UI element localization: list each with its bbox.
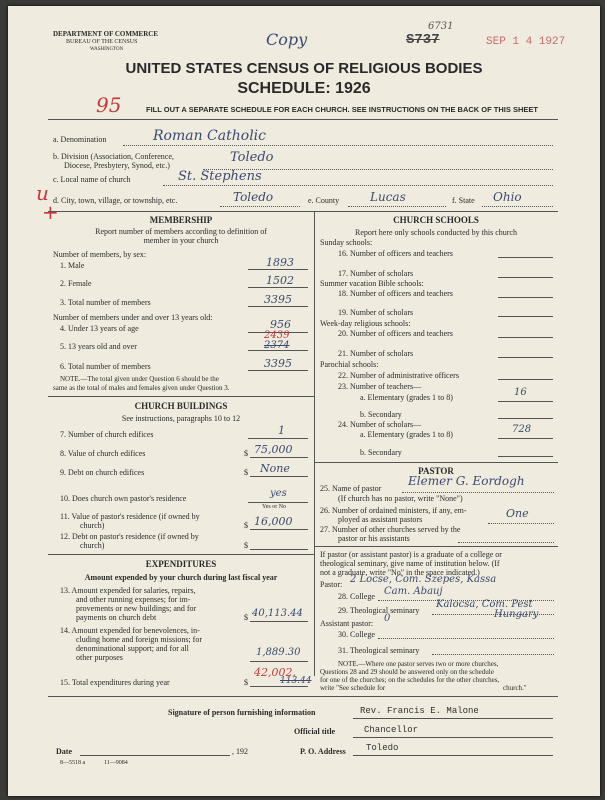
q15-value-struck: 113.44 (280, 676, 312, 686)
q25-value: Elemer G. Eordogh (408, 474, 525, 488)
expenditures-heading: EXPENDITURES (145, 559, 217, 569)
graduate-text-2: theological seminary, give name of institution below. (If (320, 559, 500, 568)
q8-value: 75,000 (254, 443, 293, 456)
q21-label: 21. Number of scholars (338, 349, 414, 358)
signature-label: Signature of person furnishing information (168, 708, 316, 717)
q11-label-1: 11. Value of pastor's residence (if owned by (60, 512, 200, 521)
denomination-value: Roman Catholic (153, 128, 266, 144)
city-name: WASHINGTON (90, 47, 124, 52)
po-address-label: P. O. Address (300, 747, 346, 756)
margin-u-mark: u (36, 181, 49, 205)
q25-label: 25. Name of pastor (320, 484, 382, 493)
q5-value-struck: 2374 (264, 340, 290, 351)
header-rule (48, 119, 558, 120)
q1-label: 1. Male (60, 261, 85, 270)
q28-label: 28. College (338, 592, 375, 601)
q27-label-1: 27. Number of other churches served by the (320, 525, 461, 534)
date-label: Date (56, 747, 72, 756)
q3-value: 3395 (264, 293, 292, 306)
q7-label: 7. Number of church edifices (60, 430, 154, 439)
print-number: 11—9084 (104, 760, 128, 766)
county-label: e. County (308, 196, 340, 205)
q29-value: Kalocsa, Com. Pest (436, 599, 533, 610)
pastor-origin-value: 2 Locse, Com. Szepes, Kassa (350, 574, 497, 585)
q15-label: 15. Total expenditures during year (60, 678, 170, 687)
page-number-annotation: 95 (96, 93, 122, 117)
instructions-line: FILL OUT A SEPARATE SCHEDULE FOR EACH CHURCH. SEE INSTRUCTIONS ON THE BACK OF THIS SHEET (146, 105, 538, 114)
pastor-college-label: Pastor: (320, 580, 343, 589)
local-name-label: c. Local name of church (53, 175, 131, 184)
form-title: UNITED STATES CENSUS OF RELIGIOUS BODIES (125, 60, 483, 77)
q24a-value: 728 (512, 424, 532, 435)
q9-label: 9. Debt on church edifices (60, 468, 145, 477)
q29-label: 29. Theological seminary (338, 606, 420, 615)
number-large: S737 (406, 32, 440, 48)
received-date-stamp: SEP 1 4 1927 (486, 36, 566, 48)
official-title-label: Official title (294, 727, 336, 736)
q20-label: 20. Number of officers and teachers (338, 329, 453, 338)
q6-label: 6. Total number of members (60, 362, 151, 371)
local-name-value: St. Stephens (178, 169, 262, 184)
summer-schools-label: Summer vacation Bible schools: (320, 279, 424, 288)
number-small: 6731 (428, 21, 454, 32)
q12-label-1: 12. Debt on pastor's residence (if owned by (60, 532, 199, 541)
schedule-title: SCHEDULE: 1926 (237, 80, 371, 97)
q15-value: 42,002. (254, 666, 296, 679)
official-title-value: Chancellor (364, 725, 419, 735)
q27-label-2: pastor or his assistants (338, 534, 410, 543)
division-label-1: b. Division (Association, Conference, (53, 152, 174, 161)
city-value: Toledo (233, 190, 274, 204)
q26-label-1: 26. Number of ordained ministers, if any, em- (320, 506, 467, 515)
q13-label-1: 13. Amount expended for salaries, repairs, (60, 586, 196, 595)
q23a-value: 16 (514, 387, 527, 398)
pastor-note-1: NOTE.—Where one pastor serves two or more churches, (338, 660, 499, 668)
q8-label: 8. Value of church edifices (60, 449, 146, 458)
pastor-note-3: for one of the churches; on the schedules for the other churches, (320, 676, 500, 684)
expenditures-sub: Amount expended by your church during last fiscal year (84, 573, 278, 582)
membership-note-1: NOTE.—The total given under Question 6 should be the (60, 375, 219, 383)
yes-no-caption: Yes or No (262, 504, 287, 510)
po-address-value: Toledo (366, 743, 399, 753)
q11-value: 16,000 (254, 515, 293, 528)
q26-label-2: ployed as assistant pastors (338, 515, 423, 524)
parochial-schools-label: Parochial schools: (320, 360, 379, 369)
graduate-text-1: If pastor (or assistant pastor) is a graduate of a college or (320, 550, 502, 559)
schools-sub: Report here only schools conducted by this church (355, 228, 517, 237)
q9-value: None (260, 462, 290, 475)
q30-label: 30. College (338, 630, 375, 639)
q17-label: 17. Number of scholars (338, 269, 414, 278)
q5-value: 2439 (264, 330, 290, 341)
q12-label-2: church) (80, 541, 105, 550)
q10-value: yes (270, 488, 287, 499)
q29-value-country: Hungary (494, 609, 539, 620)
buildings-sub: See instructions, paragraphs 10 to 12 (121, 414, 241, 423)
dept-name: DEPARTMENT OF COMMERCE (53, 30, 159, 38)
census-schedule-sheet: DEPARTMENT OF COMMERCE BUREAU OF THE CENSUS WASHINGTON Copy 6731 S737 SEP 1 4 1927 UNITED STATES CENSUS OF RELIGIOUS BODIES SCHEDULE: 1926 95 FILL OUT A SEPARATE SCHEDULE FOR EACH CHURCH. SEE INSTRUCTIONS ON THE BACK OF THIS SHEET a. Denomination Roman Catholic b. Division (Association, Conference, Diocese, Presbytery, Synod, etc.) Toledo c. Local name of church St. Stephens u + d. City, town, village, or township, etc. Toledo e. County Lucas f. State Ohio MEMBERSHIP Report number of members according to definition of member in your church Number of members, by sex: 1. Male 1893 2. Female 1502 3. Total number of members 3395 Number of members under and over 13 years old: 4. Under 13 years of age 956 5. 13 years old and over 2439 2374 6. Total number of members 3395 NOTE.—The total given under Question 6 should be the same as the total of males and females given under Question 3. CHURCH BUILDINGS See instructions, paragraphs 10 to 12 7. Number of church edifices 1 8. Value of church edifices $ 75,000 9. Debt on church edifices $ None 10. Does church own pastor's residence yes Yes or No 11. Value of pastor's residence (if owned by church) $ 16,000 12. Debt on pastor's residence (if owned by church) $ EXPENDITURES Amount expended by your church during last fiscal year 13. Amount expended for salaries, repairs, and other running expenses; for im- provements or new buildings; and for payments on church debt $ 40,113.44 14. Amount expended for benevolences, in- cluding home and foreign missions; for denominational support; and for all other purposes 1,889.30 15. Total expenditures during year $ 42,002. 113.44 CHURCH SCHOOLS Report here only schools conducted by this church Sunday schools: 16. Number of officers and teachers 17. Number of scholars Summer vacation Bible schools: 18. Number of officers and teachers 19. Number of scholars Week-day religious schools: 20. Number of officers and teachers 21. Number of scholars Parochial schools: 22. Number of administrative officers 23. Number of teachers— a. Elementary (grades 1 to 8) 16 b. Secondary 24. Number of scholars— a. Elementary (grades 1 to 8) 728 b. Secondary PASTOR 25. Name of pastor Elemer G. Eordogh (If church has no pastor, write "None") 26. Number of ordained ministers, if any, em- ployed as assistant pastors One 27. Number of other churches served by the pastor or his assistants If pastor (or assistant pastor) is a graduate of a college or theological seminary, give name of institution below. (If not a graduate, write "No" in the space indicated.) Pastor: 2 Locse, Com. Szepes, Kassa 28. College Cam. Abauj 29. Theological seminary Kalocsa, Com. Pest Hungary Assistant pastor: 0 30. College 31. Theological seminary NOTE.—Where one pastor serves two or more churches, Questions 28 and 29 should be answered only on the schedule for one of the churches; on the schedules for the other churches, write "See schedule for church." Signature of person furnishing information Rev. Francis E. Malone Official title Chancellor Date , 192 P. O. Address Toledo 8—5518 a 11—9084 (8, 6, 600, 796)
schools-heading: CHURCH SCHOOLS (393, 215, 479, 225)
q3-label: 3. Total number of members (60, 298, 151, 307)
q2-value: 1502 (266, 274, 294, 287)
q11-label-2: church) (80, 521, 105, 530)
q18-label: 18. Number of officers and teachers (338, 289, 453, 298)
pastor-note-5: church." (503, 684, 527, 692)
q25-note: (If church has no pastor, write "None") (338, 494, 463, 503)
pastor-note-2: Questions 28 and 29 should be answered only on the schedule (320, 668, 494, 676)
assistant-pastor-label: Assistant pastor: (320, 619, 374, 628)
pastor-note-4: write "See schedule for (320, 684, 386, 692)
membership-heading: MEMBERSHIP (149, 215, 213, 225)
bureau-name: BUREAU OF THE CENSUS (66, 39, 138, 45)
q24b-label: b. Secondary (360, 448, 402, 457)
q16-label: 16. Number of officers and teachers (338, 249, 453, 258)
form-number: 8—5518 a (60, 760, 86, 766)
q14-value: 1,889.30 (256, 647, 301, 658)
division-label-2: Diocese, Presbytery, Synod, etc.) (64, 161, 170, 170)
copy-annotation: Copy (266, 30, 308, 49)
division-value: Toledo (230, 150, 274, 165)
members-by-sex-label: Number of members, by sex: (53, 250, 147, 259)
q23-label: 23. Number of teachers— (338, 382, 422, 391)
q28-value: Cam. Abauj (384, 586, 443, 597)
q4-label: 4. Under 13 years of age (60, 324, 139, 333)
margin-plus-mark: + (42, 200, 59, 224)
state-value: Ohio (493, 190, 522, 204)
q22-label: 22. Number of administrative officers (338, 371, 459, 380)
q23b-label: b. Secondary (360, 410, 402, 419)
signature-value: Rev. Francis E. Malone (360, 706, 479, 716)
graduate-text-3: not a graduate, write "No" in the space indicated.) (320, 568, 480, 577)
q1-value: 1893 (266, 256, 294, 269)
q14-label-1: 14. Amount expended for benevolences, in- (60, 626, 200, 635)
city-label: d. City, town, village, or township, etc. (53, 196, 178, 205)
age-intro-label: Number of members under and over 13 years old: (53, 313, 213, 322)
pastor-heading: PASTOR (418, 466, 454, 476)
denomination-label: a. Denomination (53, 135, 107, 144)
q19-label: 19. Number of scholars (338, 308, 414, 317)
q4-value: 956 (270, 318, 291, 331)
q31-label: 31. Theological seminary (338, 646, 420, 655)
column-divider (314, 211, 315, 676)
membership-sub-1: Report number of members according to definition of (95, 227, 267, 236)
q24a-label: a. Elementary (grades 1 to 8) (360, 430, 453, 439)
county-value: Lucas (370, 190, 406, 204)
q26-value: One (506, 507, 529, 520)
date-year: , 192 (232, 747, 248, 756)
q10-label: 10. Does church own pastor's residence (60, 494, 187, 503)
q2-label: 2. Female (60, 279, 92, 288)
q7-value: 1 (278, 424, 285, 437)
sunday-schools-label: Sunday schools: (320, 238, 373, 247)
q13-value: 40,113.44 (252, 608, 303, 619)
q24-label: 24. Number of scholars— (338, 420, 422, 429)
q23a-label: a. Elementary (grades 1 to 8) (360, 393, 453, 402)
state-label: f. State (452, 196, 475, 205)
assistant-pastor-value: 0 (384, 613, 391, 624)
buildings-heading: CHURCH BUILDINGS (134, 401, 228, 411)
q5-label: 5. 13 years old and over (60, 342, 137, 351)
membership-sub-2: member in your church (143, 236, 219, 245)
q6-value: 3395 (264, 357, 292, 370)
membership-note-2: same as the total of males and females given under Question 3. (53, 384, 230, 392)
weekday-schools-label: Week-day religious schools: (320, 319, 411, 328)
